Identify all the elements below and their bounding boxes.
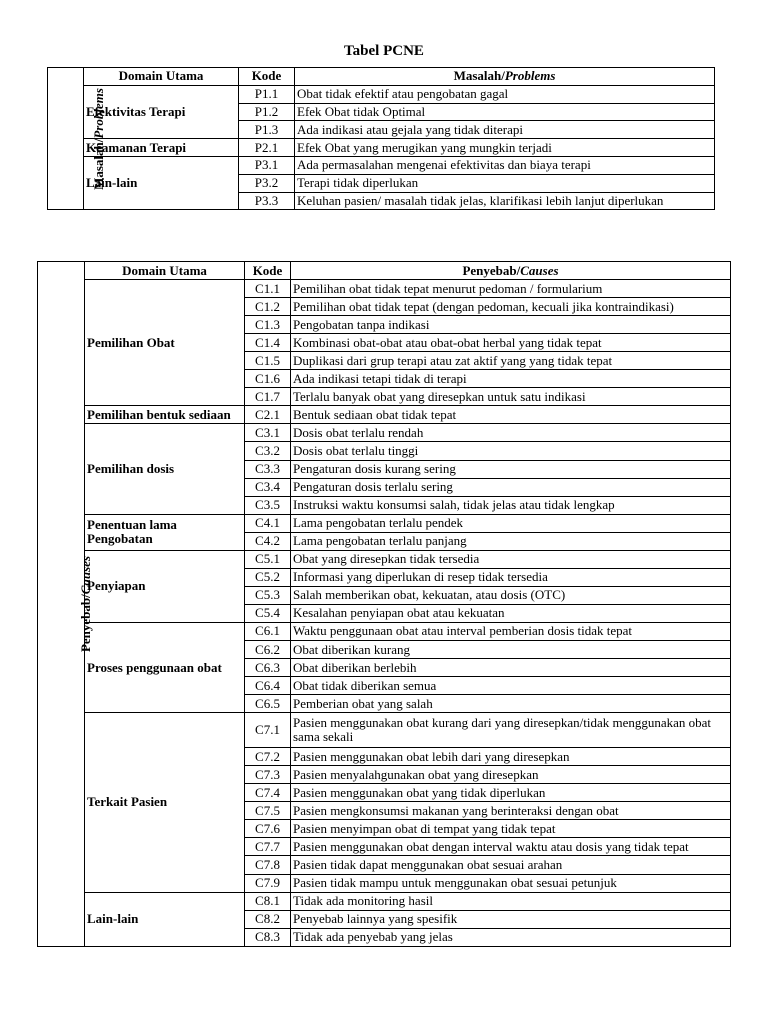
problem-row bbox=[48, 139, 715, 157]
problems-table bbox=[47, 67, 715, 210]
cause-code-cell: C6.5 bbox=[245, 695, 291, 713]
cause-row bbox=[38, 622, 731, 640]
cause-code-cell: C8.1 bbox=[245, 892, 291, 910]
cause-code-cell: C6.2 bbox=[245, 640, 291, 658]
problem-header-code: Kode bbox=[239, 68, 295, 86]
cause-row bbox=[38, 550, 731, 568]
cause-desc-cell: Duplikasi dari grup terapi atau zat aktif yang yang tidak tepat bbox=[291, 352, 731, 370]
problem-code-cell: P1.1 bbox=[239, 85, 295, 103]
cause-desc-cell: Pasien mengkonsumsi makanan yang berinteraksi dengan obat bbox=[291, 802, 731, 820]
cause-desc-cell: Pasien menyalahgunakan obat yang diresepkan bbox=[291, 766, 731, 784]
cause-row bbox=[38, 892, 731, 910]
cause-desc-cell: Pengobatan tanpa indikasi bbox=[291, 316, 731, 334]
cause-desc-cell: Waktu penggunaan obat atau interval pemberian dosis tidak tepat bbox=[291, 622, 731, 640]
problem-code-cell: P1.3 bbox=[239, 121, 295, 139]
cause-code-cell: C5.3 bbox=[245, 586, 291, 604]
cause-side-label bbox=[38, 262, 94, 947]
cause-code-cell: C5.2 bbox=[245, 568, 291, 586]
cause-desc-cell: Pasien menyimpan obat di tempat yang tidak tepat bbox=[291, 820, 731, 838]
cause-desc-cell: Pemilihan obat tidak tepat menurut pedoman / formularium bbox=[291, 280, 731, 298]
cause-side-label-main: Penyebab/ bbox=[78, 594, 94, 652]
cause-row bbox=[38, 424, 731, 442]
cause-code-cell: C7.8 bbox=[245, 856, 291, 874]
problem-code-cell: P3.2 bbox=[239, 174, 295, 192]
causes-table bbox=[37, 261, 731, 947]
problem-header-domain: Domain Utama bbox=[84, 68, 239, 86]
cause-code-cell: C5.1 bbox=[245, 550, 291, 568]
cause-header-desc-main: Penyebab/ bbox=[462, 262, 521, 278]
cause-code-cell: C1.7 bbox=[245, 388, 291, 406]
cause-side-label-italic: Causes bbox=[78, 555, 94, 595]
cause-desc-cell: Pasien tidak dapat menggunakan obat sesuai arahan bbox=[291, 856, 731, 874]
cause-domain-cell: Pemilihan Obat bbox=[85, 280, 245, 406]
cause-desc-cell: Terlalu banyak obat yang diresepkan untuk satu indikasi bbox=[291, 388, 731, 406]
cause-desc-cell: Pasien menggunakan obat lebih dari yang diresepkan bbox=[291, 748, 731, 766]
problem-header-desc-italic: Problems bbox=[504, 68, 556, 84]
cause-code-cell: C2.1 bbox=[245, 406, 291, 424]
problem-desc-cell: Obat tidak efektif atau pengobatan gagal bbox=[295, 85, 715, 103]
cause-desc-cell: Kesalahan penyiapan obat atau kekuatan bbox=[291, 604, 731, 622]
cause-code-cell: C1.3 bbox=[245, 316, 291, 334]
cause-desc-cell: Lama pengobatan terlalu panjang bbox=[291, 532, 731, 550]
cause-code-cell: C7.4 bbox=[245, 784, 291, 802]
cause-domain-cell: Pemilihan bentuk sediaan bbox=[85, 406, 245, 424]
cause-domain-cell: Penentuan lama Pengobatan bbox=[85, 514, 245, 550]
cause-header-desc-italic: Causes bbox=[520, 262, 559, 278]
cause-desc-cell: Salah memberikan obat, kekuatan, atau dosis (OTC) bbox=[291, 586, 731, 604]
cause-header-desc bbox=[291, 262, 731, 280]
cause-desc-cell: Pengaturan dosis kurang sering bbox=[291, 460, 731, 478]
cause-desc-cell: Pasien tidak mampu untuk menggunakan obat sesuai petunjuk bbox=[291, 874, 731, 892]
problem-domain-cell: Keamanan Terapi bbox=[84, 139, 239, 157]
cause-domain-cell: Terkait Pasien bbox=[85, 713, 245, 892]
problem-side-label-main: Masalah/ bbox=[90, 138, 106, 190]
problem-side-label-text bbox=[92, 88, 106, 190]
cause-desc-cell: Lama pengobatan terlalu pendek bbox=[291, 514, 731, 532]
cause-desc-cell: Ada indikasi tetapi tidak di terapi bbox=[291, 370, 731, 388]
cause-desc-cell: Pasien menggunakan obat dengan interval waktu atau dosis yang tidak tepat bbox=[291, 838, 731, 856]
problem-desc-cell: Ada permasalahan mengenai efektivitas dan biaya terapi bbox=[295, 156, 715, 174]
cause-desc-cell: Obat diberikan berlebih bbox=[291, 659, 731, 677]
cause-code-cell: C5.4 bbox=[245, 604, 291, 622]
problem-desc-cell: Keluhan pasien/ masalah tidak jelas, klarifikasi lebih lanjut diperlukan bbox=[295, 192, 715, 210]
problem-desc-cell: Terapi tidak diperlukan bbox=[295, 174, 715, 192]
cause-code-cell: C6.3 bbox=[245, 659, 291, 677]
cause-header-code: Kode bbox=[245, 262, 291, 280]
cause-code-cell: C7.2 bbox=[245, 748, 291, 766]
cause-code-cell: C3.5 bbox=[245, 496, 291, 514]
cause-desc-cell: Pengaturan dosis terlalu sering bbox=[291, 478, 731, 496]
problem-side-label bbox=[48, 68, 106, 210]
cause-code-cell: C4.2 bbox=[245, 532, 291, 550]
cause-code-cell: C7.6 bbox=[245, 820, 291, 838]
problem-header-desc-main: Masalah/ bbox=[453, 68, 505, 84]
cause-code-cell: C1.4 bbox=[245, 334, 291, 352]
cause-row bbox=[38, 280, 731, 298]
problem-code-cell: P1.2 bbox=[239, 103, 295, 121]
cause-code-cell: C4.1 bbox=[245, 514, 291, 532]
problem-row bbox=[48, 85, 715, 103]
cause-header-domain: Domain Utama bbox=[85, 262, 245, 280]
cause-code-cell: C1.1 bbox=[245, 280, 291, 298]
cause-desc-cell: Obat tidak diberikan semua bbox=[291, 677, 731, 695]
problem-row bbox=[48, 156, 715, 174]
problem-code-cell: P3.1 bbox=[239, 156, 295, 174]
cause-desc-cell: Dosis obat terlalu tinggi bbox=[291, 442, 731, 460]
cause-code-cell: C7.9 bbox=[245, 874, 291, 892]
cause-side-label-text bbox=[79, 556, 93, 652]
cause-code-cell: C1.6 bbox=[245, 370, 291, 388]
cause-code-cell: C7.3 bbox=[245, 766, 291, 784]
cause-desc-cell: Bentuk sediaan obat tidak tepat bbox=[291, 406, 731, 424]
problem-domain-cell: Lain-lain bbox=[84, 156, 239, 209]
cause-code-cell: C6.4 bbox=[245, 677, 291, 695]
cause-desc-cell: Pemberian obat yang salah bbox=[291, 695, 731, 713]
cause-desc-cell: Informasi yang diperlukan di resep tidak tersedia bbox=[291, 568, 731, 586]
cause-code-cell: C7.7 bbox=[245, 838, 291, 856]
cause-domain-cell: Pemilihan dosis bbox=[85, 424, 245, 514]
problem-domain-cell: Efektivitas Terapi bbox=[84, 85, 239, 138]
problem-code-cell: P3.3 bbox=[239, 192, 295, 210]
problem-side-label-italic: Problems bbox=[90, 87, 106, 139]
cause-code-cell: C1.2 bbox=[245, 298, 291, 316]
cause-desc-cell: Tidak ada monitoring hasil bbox=[291, 892, 731, 910]
cause-code-cell: C1.5 bbox=[245, 352, 291, 370]
problem-header-desc bbox=[295, 68, 715, 86]
cause-desc-cell: Penyebab lainnya yang spesifik bbox=[291, 910, 731, 928]
cause-header-row bbox=[38, 262, 731, 280]
cause-code-cell: C7.1 bbox=[245, 713, 291, 748]
cause-desc-cell: Kombinasi obat-obat atau obat-obat herbal yang tidak tepat bbox=[291, 334, 731, 352]
cause-code-cell: C8.2 bbox=[245, 910, 291, 928]
cause-domain-cell: Proses penggunaan obat bbox=[85, 622, 245, 712]
cause-row bbox=[38, 406, 731, 424]
cause-desc-cell: Obat diberikan kurang bbox=[291, 640, 731, 658]
cause-desc-cell: Instruksi waktu konsumsi salah, tidak jelas atau tidak lengkap bbox=[291, 496, 731, 514]
problem-code-cell: P2.1 bbox=[239, 139, 295, 157]
cause-desc-cell: Pasien menggunakan obat kurang dari yang diresepkan/tidak menggunakan obat sama sekali bbox=[291, 713, 731, 748]
problem-header-row bbox=[48, 68, 715, 86]
cause-domain-cell: Penyiapan bbox=[85, 550, 245, 622]
cause-code-cell: C3.3 bbox=[245, 460, 291, 478]
cause-code-cell: C8.3 bbox=[245, 928, 291, 946]
cause-row bbox=[38, 514, 731, 532]
cause-desc-cell: Dosis obat terlalu rendah bbox=[291, 424, 731, 442]
problem-desc-cell: Efek Obat tidak Optimal bbox=[295, 103, 715, 121]
problem-desc-cell: Efek Obat yang merugikan yang mungkin terjadi bbox=[295, 139, 715, 157]
problem-desc-cell: Ada indikasi atau gejala yang tidak diterapi bbox=[295, 121, 715, 139]
cause-code-cell: C3.4 bbox=[245, 478, 291, 496]
cause-domain-cell: Lain-lain bbox=[85, 892, 245, 946]
cause-code-cell: C7.5 bbox=[245, 802, 291, 820]
cause-row bbox=[38, 713, 731, 748]
cause-desc-cell: Tidak ada penyebab yang jelas bbox=[291, 928, 731, 946]
cause-desc-cell: Obat yang diresepkan tidak tersedia bbox=[291, 550, 731, 568]
page-title: Tabel PCNE bbox=[344, 43, 424, 59]
cause-desc-cell: Pasien menggunakan obat yang tidak diperlukan bbox=[291, 784, 731, 802]
cause-code-cell: C6.1 bbox=[245, 622, 291, 640]
cause-code-cell: C3.2 bbox=[245, 442, 291, 460]
cause-code-cell: C3.1 bbox=[245, 424, 291, 442]
cause-desc-cell: Pemilihan obat tidak tepat (dengan pedoman, kecuali jika kontraindikasi) bbox=[291, 298, 731, 316]
